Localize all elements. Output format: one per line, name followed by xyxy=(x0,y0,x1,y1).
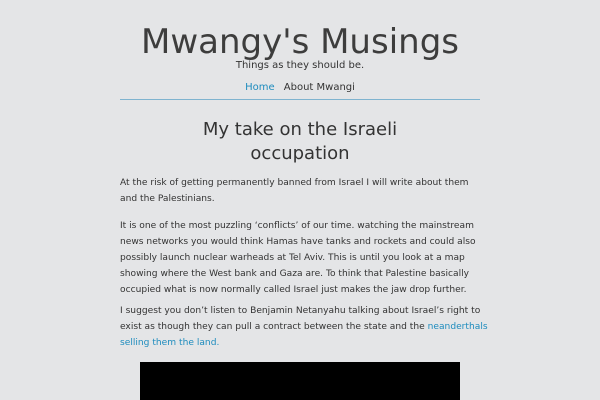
paragraph-line: news networks you would think Hamas have tanks and rockets and could also xyxy=(120,237,476,247)
paragraph-line: At the risk of getting permanently banned from Israel I will write about them xyxy=(120,178,469,188)
paragraph-line: and the Palestinians. xyxy=(120,194,215,204)
paragraph-line: occupied what is now normally called Israel just makes the jaw drop further. xyxy=(120,285,467,295)
post-paragraph xyxy=(120,303,488,351)
paragraph-line xyxy=(120,319,488,335)
paragraph-line: showing where the West bank and Gaza are. To think that Palestine basically xyxy=(120,269,470,279)
site-tagline: Things as they should be. xyxy=(235,60,365,71)
neanderthals-link[interactable]: neanderthals xyxy=(427,322,488,332)
post-title[interactable] xyxy=(120,118,480,166)
post-paragraph xyxy=(120,175,469,207)
paragraph-text: exist as though they can pull a contract between the state and the xyxy=(120,322,428,332)
nav-item-home[interactable]: Home xyxy=(245,82,275,93)
post-paragraph xyxy=(120,218,476,298)
paragraph-line: It is one of the most puzzling ‘conflicts’ of our time. watching the mainstream xyxy=(120,221,474,231)
nav-item-about-mwangi[interactable]: About Mwangi xyxy=(283,82,355,93)
paragraph-line: I suggest you don’t listen to Benjamin Netanyahu talking about Israel’s right to xyxy=(120,306,481,316)
header-divider xyxy=(120,99,480,100)
post-title-line: My take on the Israeli xyxy=(202,119,398,140)
post-title-line: occupation xyxy=(250,143,350,164)
paragraph-line: possibly launch nuclear warheads at Tel Aviv. This is until you look at a map xyxy=(120,253,465,263)
embedded-video[interactable] xyxy=(140,362,460,400)
neanderthals-link-continued[interactable]: selling them the land. xyxy=(120,338,220,348)
main-navigation xyxy=(0,81,600,95)
site-title[interactable]: Mwangy's Musings xyxy=(141,22,459,62)
